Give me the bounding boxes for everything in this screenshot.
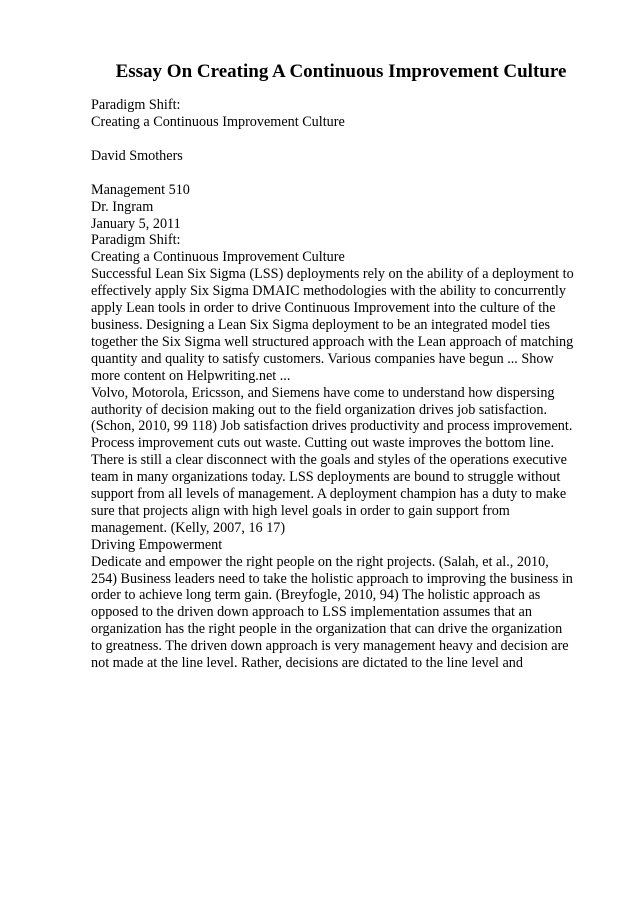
essay-text [91, 266, 591, 672]
text-line: team in many organizations today. LSS deployments are bound to struggle without [91, 469, 561, 486]
text-line: management. (Kelly, 2007, 16 17) [91, 519, 286, 536]
text-line: (Schon, 2010, 99 118) Job satisfaction drives productivity and process improvement. [91, 418, 573, 435]
header-block [91, 97, 591, 131]
text-line: organization has the right people in the organization that can drive the organization [91, 621, 563, 638]
course-name: Management 510 [91, 181, 190, 198]
spacer [91, 165, 591, 182]
text-line: support from all levels of management. A deployment champion has a duty to make [91, 486, 567, 503]
text-line: quantity and quality to satisfy customers. Various companies have begun ... Show [91, 350, 554, 367]
text-line: apply Lean tools in order to drive Continuous Improvement into the culture of the [91, 300, 556, 317]
document-title: Essay On Creating A Continuous Improvement Culture [115, 61, 567, 82]
author-name: David Smothers [91, 147, 183, 164]
text-line: 254) Business leaders need to take the holistic approach to improving the business in [91, 570, 573, 587]
text-line: sure that projects align with high level goals in order to gain support from [91, 502, 510, 519]
text-line: There is still a clear disconnect with the goals and styles of the operations executive [91, 452, 567, 469]
text-line: Dedicate and empower the right people on the right projects. (Salah, et al., 2010, [91, 553, 549, 570]
text-line: Process improvement cuts out waste. Cutting out waste improves the bottom line. [91, 435, 554, 452]
date: January 5, 2011 [91, 215, 181, 232]
text-line: Paradigm Shift: [91, 232, 181, 249]
instructor-name: Dr. Ingram [91, 198, 154, 215]
text-line: more content on Helpwriting.net ... [91, 367, 291, 384]
text-line: authority of decision making out to the field organization drives job satisfaction. [91, 401, 548, 418]
text-line: Creating a Continuous Improvement Culture [91, 249, 345, 266]
text-line: Creating a Continuous Improvement Culture [91, 113, 345, 130]
spacer [91, 131, 591, 148]
section-heading: Driving Empowerment [91, 536, 223, 553]
text-line: to greatness. The driven down approach is very management heavy and decision are [91, 638, 569, 655]
text-line: business. Designing a Lean Six Sigma deployment to be an integrated model ties [91, 316, 551, 333]
text-line: together the Six Sigma well structured approach with the Lean approach of matching [91, 333, 574, 350]
text-line: order to achieve long term gain. (Breyfogle, 2010, 94) The holistic approach as [91, 587, 541, 604]
text-line: Paradigm Shift: [91, 97, 181, 113]
document-body [91, 97, 591, 672]
text-line: Successful Lean Six Sigma (LSS) deployments rely on the ability of a deployment to [91, 266, 574, 283]
text-line: opposed to the driven down approach to LSS implementation assumes that an [91, 604, 532, 621]
course-block [91, 182, 591, 267]
text-line: effectively apply Six Sigma DMAIC methodologies with the ability to concurrently [91, 283, 566, 300]
text-line: Volvo, Motorola, Ericsson, and Siemens have come to understand how dispersing [91, 384, 555, 401]
text-line: not made at the line level. Rather, decisions are dictated to the line level and [91, 655, 523, 672]
